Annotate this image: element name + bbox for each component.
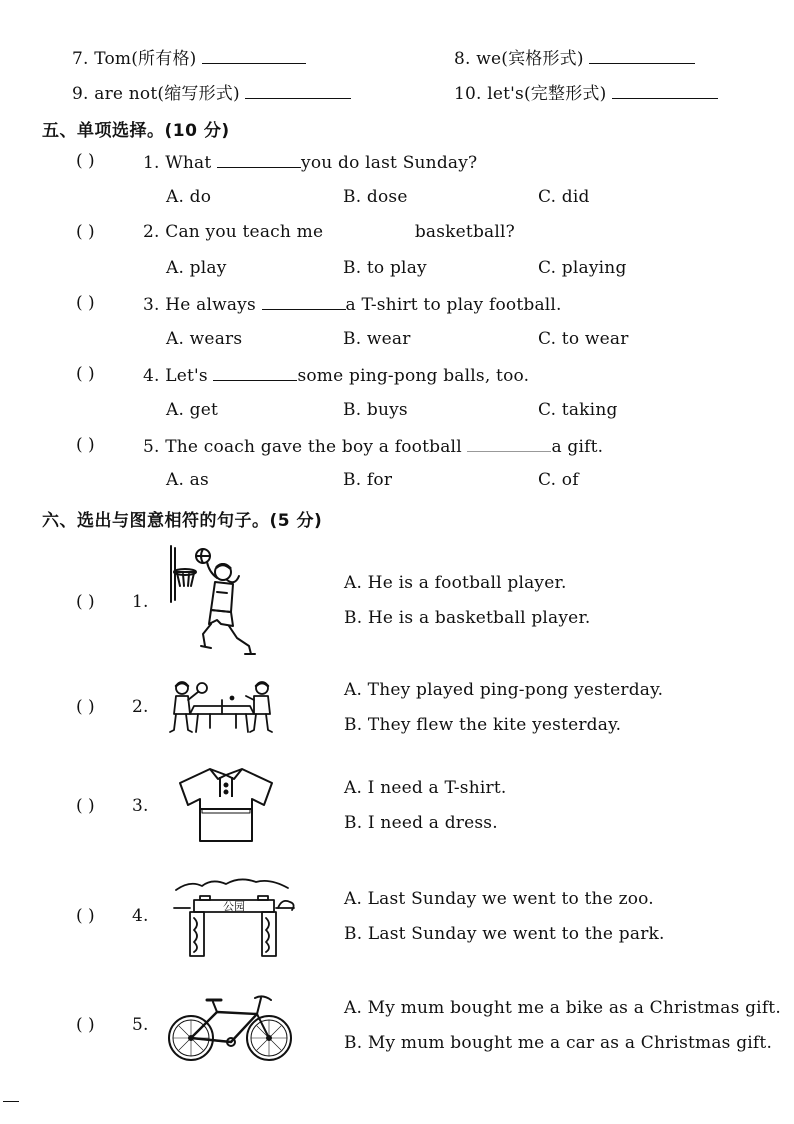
- question-number: 3.: [143, 295, 160, 315]
- answer-blank[interactable]: [202, 47, 306, 64]
- choice-b[interactable]: B. He is a basketball player.: [344, 608, 591, 628]
- choice-b[interactable]: B. They flew the kite yesterday.: [344, 715, 622, 735]
- fill-item-9: [72, 79, 351, 104]
- item-prompt: let's(完整形式): [487, 84, 607, 104]
- answer-blank: [262, 293, 346, 310]
- fill-item-10: [454, 79, 718, 104]
- t-shirt-image: [172, 765, 280, 845]
- option-c[interactable]: C. to wear: [538, 329, 629, 349]
- answer-paren[interactable]: ( ): [76, 293, 95, 313]
- item-number: 9.: [72, 84, 89, 104]
- option-c[interactable]: C. playing: [538, 258, 627, 278]
- choice-a[interactable]: A. My mum bought me a bike as a Christmas gift.: [344, 998, 781, 1018]
- option-b[interactable]: B. to play: [343, 258, 427, 278]
- question-number: 5.: [143, 437, 160, 457]
- item-number: 2.: [132, 697, 149, 717]
- question-text: you do last Sunday?: [301, 153, 478, 173]
- item-number: 4.: [132, 906, 149, 926]
- gate-sign-text: 公园: [223, 900, 245, 913]
- option-a[interactable]: A. wears: [166, 329, 243, 349]
- mc-question-5: [143, 435, 603, 457]
- answer-paren[interactable]: ( ): [76, 906, 95, 926]
- answer-paren[interactable]: ( ): [76, 222, 95, 242]
- question-text: some ping-pong balls, too.: [297, 366, 530, 386]
- section-5-title: 五、单项选择。(10 分): [42, 121, 230, 141]
- answer-blank: [213, 364, 297, 381]
- mc-question-2: [143, 222, 515, 242]
- option-a[interactable]: A. get: [166, 400, 219, 420]
- item-prompt: Tom(所有格): [94, 49, 197, 69]
- question-text: basketball?: [414, 222, 515, 242]
- option-b[interactable]: B. dose: [343, 187, 408, 207]
- answer-blank[interactable]: [245, 82, 351, 99]
- basketball-player-image: [165, 542, 260, 658]
- answer-blank: [217, 151, 301, 168]
- answer-paren[interactable]: ( ): [76, 592, 95, 612]
- option-b[interactable]: B. wear: [343, 329, 411, 349]
- park-gate-image: [170, 874, 300, 958]
- section-6-title: 六、选出与图意相符的句子。(5 分): [42, 511, 323, 531]
- question-text: The coach gave the boy a football: [165, 437, 462, 457]
- item-number: 3.: [132, 796, 149, 816]
- answer-paren[interactable]: ( ): [76, 1015, 95, 1035]
- question-number: 4.: [143, 366, 160, 386]
- answer-paren[interactable]: ( ): [76, 151, 95, 171]
- option-c[interactable]: C. taking: [538, 400, 618, 420]
- choice-b[interactable]: B. Last Sunday we went to the park.: [344, 924, 665, 944]
- answer-blank: [467, 435, 551, 452]
- option-a[interactable]: A. play: [166, 258, 227, 278]
- option-b[interactable]: B. buys: [343, 400, 408, 420]
- question-text: Let's: [165, 366, 208, 386]
- choice-a[interactable]: A. I need a T-shirt.: [344, 778, 507, 798]
- answer-paren[interactable]: ( ): [76, 697, 95, 717]
- answer-blank[interactable]: [612, 82, 718, 99]
- question-text: a gift.: [551, 437, 604, 457]
- fill-item-7: [72, 44, 306, 69]
- option-c[interactable]: C. did: [538, 187, 590, 207]
- option-a[interactable]: A. do: [166, 187, 212, 207]
- item-number: 7.: [72, 49, 89, 69]
- choice-a[interactable]: A. They played ping-pong yesterday.: [344, 680, 664, 700]
- fill-item-8: [454, 44, 695, 69]
- option-c[interactable]: C. of: [538, 470, 579, 490]
- choice-a[interactable]: A. Last Sunday we went to the zoo.: [344, 889, 654, 909]
- item-prompt: we(宾格形式): [476, 49, 584, 69]
- item-number: 5.: [132, 1015, 149, 1035]
- mc-question-3: [143, 293, 562, 315]
- question-number: 1.: [143, 153, 160, 173]
- mc-question-4: [143, 364, 529, 386]
- option-b[interactable]: B. for: [343, 470, 393, 490]
- item-number: 8.: [454, 49, 471, 69]
- item-number: 1.: [132, 592, 149, 612]
- item-prompt: are not(缩写形式): [94, 84, 240, 104]
- answer-paren[interactable]: ( ): [76, 435, 95, 455]
- question-text: a T-shirt to play football.: [345, 295, 562, 315]
- page-edge-mark: [3, 1101, 19, 1102]
- mc-question-1: [143, 151, 477, 173]
- question-text: He always: [165, 295, 256, 315]
- answer-paren[interactable]: ( ): [76, 364, 95, 384]
- answer-paren[interactable]: ( ): [76, 796, 95, 816]
- choice-b[interactable]: B. I need a dress.: [344, 813, 498, 833]
- choice-b[interactable]: B. My mum bought me a car as a Christmas gift.: [344, 1033, 773, 1053]
- question-text: Can you teach me: [165, 222, 324, 242]
- ping-pong-players-image: [166, 676, 278, 738]
- item-number: 10.: [454, 84, 482, 104]
- question-number: 2.: [143, 222, 160, 242]
- option-a[interactable]: A. as: [166, 470, 209, 490]
- question-text: What: [165, 153, 212, 173]
- answer-blank[interactable]: [589, 47, 695, 64]
- choice-a[interactable]: A. He is a football player.: [344, 573, 567, 593]
- bike-image: [165, 992, 299, 1064]
